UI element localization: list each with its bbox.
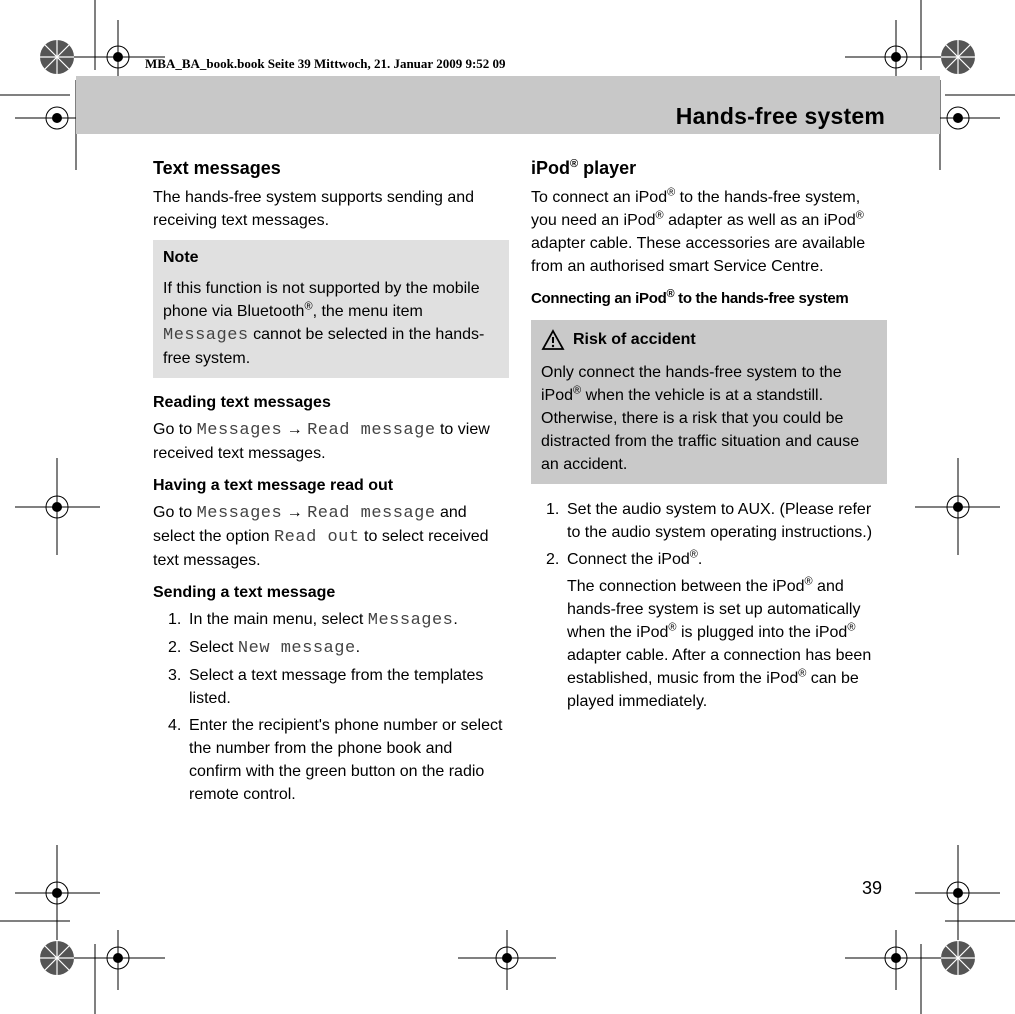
warning-title: Risk of accident	[541, 328, 877, 351]
intro-paragraph: The hands-free system supports sending and receiving text messages.	[153, 189, 475, 229]
list-item: 4. Enter the recipient's phone number or select the number from the phone book and confirm with the green button on the radio remote control.	[168, 717, 503, 803]
list-item: 2. Select New message.	[168, 639, 361, 658]
readout-paragraph: Go to Messages → Read message and select the option Read out to select received text messages.	[153, 504, 489, 569]
warning-triangle-icon	[541, 329, 565, 351]
list-item: 1. In the main menu, select Messages.	[168, 611, 458, 630]
list-item: 1. Set the audio system to AUX. (Please refer to the audio system operating instructions.)	[546, 501, 873, 541]
section-heading-text-messages: Text messages	[153, 158, 281, 178]
reading-paragraph: Go to Messages → Read message to view received text messages.	[153, 421, 490, 462]
arrow-icon: →	[286, 421, 303, 438]
book-info-line: MBA_BA_book.book Seite 39 Mittwoch, 21. Januar 2009 9:52 09	[145, 56, 506, 71]
warning-text: Only connect the hands-free system to the iPod® when the vehicle is at a standstill. Otherwise, there is a risk that you could be distracted from the traffic situation and cause an accident.	[541, 364, 860, 473]
arrow-icon: →	[286, 504, 303, 521]
subheading-connecting: Connecting an iPod® to the hands-free system	[531, 288, 849, 307]
left-column	[153, 156, 509, 810]
warning-box	[531, 320, 887, 484]
subheading-sending: Sending a text message	[153, 584, 336, 601]
list-item: 2. Connect the iPod®. The connection between the iPod® and hands-free system is set up automatically when the iPod® is plugged into the iPod® adapter cable. After a connection has been established, music from the iPod® can be played immediately.	[531, 548, 887, 713]
subheading-readout: Having a text message read out	[153, 477, 394, 494]
sending-steps	[153, 608, 509, 806]
note-title: Note	[163, 249, 199, 266]
ipod-intro: To connect an iPod® to the hands-free system, you need an iPod® adapter as well as an iPod® adapter cable. These accessories are available from an authorised smart Service Centre.	[531, 186, 866, 275]
step-detail: The connection between the iPod® and hands-free system is set up automatically when the iPod® is plugged into the iPod® adapter cable. After a connection has been established, music from the iPod® can be played immediately.	[567, 575, 872, 710]
list-item: 3. Select a text message from the templates listed.	[168, 667, 484, 707]
connect-steps	[531, 498, 887, 713]
note-text: If this function is not supported by the mobile phone via Bluetooth®, the menu item Messages cannot be selected in the hands-free system.	[163, 280, 485, 367]
page-title: Hands-free system	[675, 103, 885, 129]
note-box	[153, 240, 509, 378]
page-number: 39	[862, 878, 883, 898]
section-heading-ipod: iPod® player	[531, 158, 637, 178]
right-column	[531, 156, 887, 717]
subheading-reading: Reading text messages	[153, 394, 331, 411]
